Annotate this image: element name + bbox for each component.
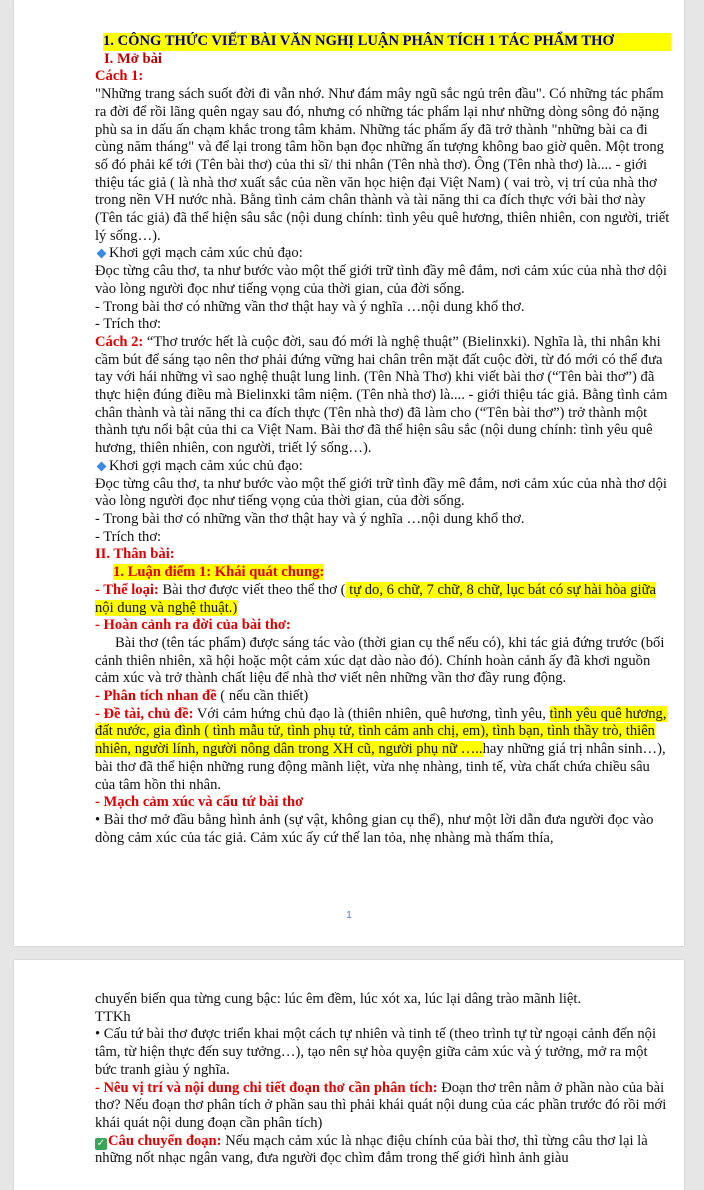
mach-cam-xuc-label: - Mạch cảm xúc và cấu tứ bài thơ bbox=[95, 794, 304, 811]
de-tai-paragraph bbox=[95, 706, 671, 795]
the-loai-paragraph bbox=[95, 582, 671, 617]
khoi-goi-label: Khơi gợi mạch cảm xúc chủ đạo: bbox=[109, 457, 303, 474]
hoan-canh-label: - Hoàn cảnh ra đời của bài thơ: bbox=[95, 617, 291, 634]
cau-chuyen-text: Nếu mạch cảm xúc là nhạc điệu chính của bài thơ, thì từng câu thơ lại là những nốt nhạc ngân vang, đưa người đọc chìm đắm trong thế giới hình ảnh giàu bbox=[95, 1132, 648, 1167]
page-number: 1 bbox=[346, 910, 352, 921]
cau-tu-paragraph: • Cấu tứ bài thơ được triển khai một cách tự nhiên và tinh tế (theo trình tự từ ngoại cảnh đến nội tâm, từ hiện thực đến suy tưởng…), tạo nên sự hòa quyện giữa cảm xúc và ý tưởng, mở ra một bức tranh giàu ý nghĩa. bbox=[95, 1026, 657, 1078]
mach-cam-xuc-paragraph: • Bài thơ mở đầu bằng hình ảnh (sự vật, không gian cụ thể), như một lời dẫn đưa người đọc vào dòng cảm xúc của tác giả. Cảm xúc ấy cứ thế lan tỏa, nhẹ nhàng mà thấm thía, bbox=[95, 811, 654, 846]
section-than-bai: II. Thân bài: bbox=[95, 546, 175, 563]
continued-paragraph: chuyển biến qua từng cung bậc: lúc êm đềm, lúc xót xa, lúc lại dâng trào mãnh liệt. bbox=[95, 991, 582, 1007]
cach-1-paragraph: "Những trang sách suốt đời đi vẫn nhớ. Như đám mây ngũ sắc ngủ trên đầu". Có những tác phẩm ra đời để rồi lãng quên ngay sau đó, nhưng có những tác phẩm lại như những dòng sông đỏ nặng phù sa in dấu ấn chạm khắc trong tâm khảm. Những tác phẩm ấy đã trở thành "những bài ca đi cùng năm tháng" và để lại trong tâm hồn bạn đọc những ấn tượng không bao giờ quên. Một trong số đó phải kể tới (Tên bài thơ) của thi sĩ/ thi nhân (Tên nhà thơ). Ông (Tên nhà thơ) là.... - giới thiệu tác giả ( là nhà thơ xuất sắc của nền văn học hiện đại Việt Nam) ( vai trò, vị trí của nhà thơ trong nền VH nước nhà. Bằng tình cảm chân thành và tài năng thi ca đích thực với bài thơ này (Tên tác giả) đã thể hiện sâu sắc (nội dung chính: tình yêu quê hương, thiên nhiên, con người, triết lý sống…). bbox=[95, 86, 670, 244]
blue-diamond-icon bbox=[97, 461, 107, 471]
luan-diem-1-heading bbox=[113, 564, 671, 582]
blue-diamond-icon bbox=[97, 249, 107, 259]
the-loai-label: - Thể loại: bbox=[95, 581, 159, 598]
document-page-2 bbox=[14, 960, 684, 1190]
the-loai-text: Bài thơ được viết theo thể thơ ( bbox=[158, 581, 346, 598]
khoi-goi-paragraph-1: Đọc từng câu thơ, ta như bước vào một thế giới trữ tình đầy mê đắm, nơi cảm xúc của nhà thơ dội vào lòng người đọc như tiếng vọng của thời gian, của đời sống. bbox=[95, 263, 667, 297]
khoi-goi-label: Khơi gợi mạch cảm xúc chủ đạo: bbox=[109, 245, 303, 262]
trong-bai-line-1: - Trong bài thơ có những vần thơ thật hay và ý nghĩa …nội dung khổ thơ. bbox=[95, 298, 525, 315]
check-mark-icon: ✓ bbox=[96, 1137, 106, 1149]
page-2-content bbox=[95, 991, 671, 1168]
page-1-content bbox=[95, 33, 671, 847]
vi-tri-label: - Nêu vị trí và nội dung chi tiết đoạn thơ cần phân tích: bbox=[95, 1079, 438, 1096]
document-title: 1. CÔNG THỨC VIẾT BÀI VĂN NGHỊ LUẬN PHÂN TÍCH 1 TÁC PHẨM THƠ bbox=[103, 33, 671, 51]
vi-tri-text: Đoạn thơ trên nằm ở phần nào của bài thơ? Nếu đoạn thơ phân tích ở phần sau thì phải khái quát nội dung của các phần trước đó rồi mới khái quát nội dung đoạn cần phân tích) bbox=[95, 1079, 667, 1131]
de-tai-text: Với cảm hứng chủ đạo là (thiên nhiên, quê hương, tình yêu, bbox=[193, 705, 550, 722]
section-mo-bai: I. Mở bài bbox=[104, 50, 162, 67]
hoan-canh-paragraph: Bài thơ (tên tác phẩm) được sáng tác vào (thời gian cụ thể nếu có), khi tác giả đứng trước (bối cảnh thiên nhiên, xã hội hoặc một cảm xúc dạt dào nào đó). Chính hoàn cảnh ấy đã khơi nguồn cảm xúc và trở thành chất liệu để nhà thơ viết nên những vần thơ đầy rung động. bbox=[95, 634, 665, 687]
document-page-1 bbox=[14, 0, 684, 946]
trich-tho-line-2: - Trích thơ: bbox=[95, 528, 162, 545]
nhan-de-text: ( nếu cần thiết) bbox=[216, 688, 309, 705]
de-tai-highlight: tình yêu quê hương, đất nước, gia đình ( tình mẫu tử, tình phụ tử, tình cảm anh chị, em), tình bạn, tình thầy trò, thiên nhiên, người lính, người nông dân trong XH cũ, người phụ nữ ….. bbox=[95, 705, 667, 758]
trong-bai-line-2: - Trong bài thơ có những vần thơ thật hay và ý nghĩa …nội dung khổ thơ. bbox=[95, 510, 525, 527]
de-tai-label: - Đề tài, chủ đề: bbox=[95, 705, 194, 722]
nhan-de-label: - Phân tích nhan đề bbox=[95, 688, 217, 705]
ttkh-line: TTKh bbox=[95, 1008, 131, 1025]
cach-2-text: “Thơ trước hết là cuộc đời, sau đó mới là nghệ thuật” (Bielinxki). Nghĩa là, thi nhân khi cầm bút để sáng tạo nên thơ phải đứng vững hai chân trên mặt đất cuộc đời, từ đó mới có thể đưa tay với hái những vì sao nghệ thuật lung linh. (Tên Nhà Thơ) khi viết bài thơ (“Tên bài thơ”) đã thực hiện đúng điều mà Bielinxki tâm niệm. (Tên nhà thơ) là.... - giới thiệu tác giả. Bằng tình cảm chân thành và tài năng thi ca đích thực (Tên nhà thơ) đã làm cho (“Tên bài thơ”) trở thành một thành tựu nổi bật của thi ca Việt Nam. Bài thơ đã thể hiện sâu sắc (nội dung chính: tình yêu quê hương, thiên nhiên, con người, triết lý sống…). bbox=[95, 333, 668, 457]
luan-diem-1-label: 1. Luận điểm 1: Khái quát chung: bbox=[113, 564, 325, 581]
the-loai-highlight: tự do, 6 chữ, 7 chữ, 8 chữ, lục bát có sự hài hòa giữa nội dung và nghệ thuật.) bbox=[95, 581, 656, 616]
vi-tri-paragraph bbox=[95, 1080, 671, 1133]
trich-tho-line-1: - Trích thơ: bbox=[95, 316, 162, 333]
cau-chuyen-paragraph bbox=[95, 1133, 671, 1168]
cau-chuyen-label: Câu chuyển đoạn: bbox=[108, 1132, 222, 1149]
khoi-goi-heading-2 bbox=[95, 458, 671, 476]
khoi-goi-paragraph-2: Đọc từng câu thơ, ta như bước vào một thế giới trữ tình đầy mê đắm, nơi cảm xúc của nhà thơ dội vào lòng người đọc như tiếng vọng của thời gian, của đời sống. bbox=[95, 475, 667, 510]
de-tai-text-2: hay những giá trị nhân sinh…), bài thơ đã thể hiện những rung động mãnh liệt, vừa nhẹ nhàng, tinh tế, vừa chất chứa chiều sâu của tâm hồn thi nhân. bbox=[95, 741, 666, 793]
nhan-de-line bbox=[95, 688, 671, 706]
cach-2-label: Cách 2: bbox=[95, 333, 144, 350]
khoi-goi-heading-1 bbox=[95, 245, 671, 263]
cach-2-paragraph bbox=[95, 334, 671, 458]
cach-1-label: Cách 1: bbox=[95, 68, 144, 85]
